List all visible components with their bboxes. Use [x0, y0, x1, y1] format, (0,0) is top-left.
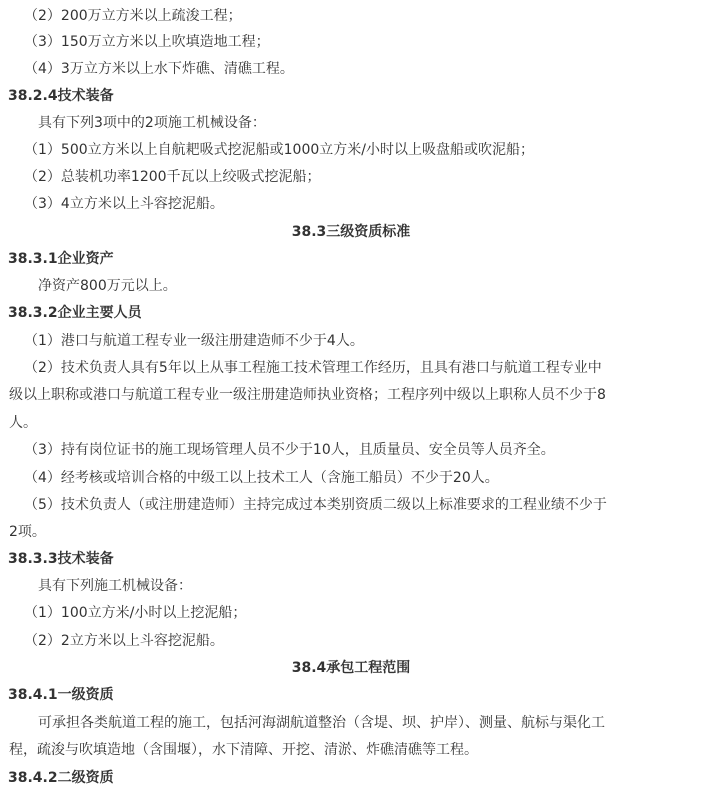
text-line: （2）200万立方米以上疏浚工程； — [24, 8, 242, 24]
text-line: 具有下列施工机械设备： — [38, 578, 192, 594]
text-line: 程，疏浚与吹填造地（含围堰），水下清障、开挖、清淤、炸礁清礁等工程。 — [9, 742, 478, 758]
text-line: （4）经考核或培训合格的中级工以上技术工人（含施工船员）不少于20人。 — [24, 470, 499, 486]
section-heading: 38.3.2企业主要人员 — [8, 305, 142, 321]
section-heading: 38.4.1一级资质 — [8, 687, 114, 703]
text-line: （3）4立方米以上斗容挖泥船。 — [24, 196, 224, 212]
text-line: 级以上职称或港口与航道工程专业一级注册建造师执业资格；工程序列中级以上职称人员不少于8 — [9, 387, 606, 403]
text-line: （2）技术负责人具有5年以上从事工程施工技术管理工作经历，且具有港口与航道工程专业中 — [24, 360, 602, 376]
text-line: （2）总装机功率1200千瓦以上绞吸式挖泥船； — [24, 169, 321, 185]
text-line: （3）持有岗位证书的施工现场管理人员不少于10人，且质量员、安全员等人员齐全。 — [24, 442, 555, 458]
text-line: 可承担各类航道工程的施工，包括河海湖航道整治（含堤、坝、护岸）、测量、航标与渠化工 — [38, 715, 605, 731]
text-line: 人。 — [9, 415, 37, 431]
text-line: （4）3万立方米以上水下炸礁、清礁工程。 — [24, 61, 294, 77]
section-heading: 38.2.4技术装备 — [8, 88, 114, 104]
section-heading: 38.3三级资质标准 — [291, 224, 411, 240]
text-line: （2）2立方米以上斗容挖泥船。 — [24, 633, 224, 649]
text-line: 具有下列3项中的2项施工机械设备： — [38, 115, 266, 131]
text-line: 净资产800万元以上。 — [38, 278, 177, 294]
text-line: 2项。 — [9, 524, 46, 540]
text-line: （1）100立方米/小时以上挖泥船； — [24, 605, 247, 621]
section-heading: 38.3.3技术装备 — [8, 551, 114, 567]
section-heading: 38.4.2二级资质 — [8, 770, 114, 786]
text-line: （3）150万立方米以上吹填造地工程； — [24, 34, 270, 50]
section-heading: 38.3.1企业资产 — [8, 251, 114, 267]
text-line: （1）港口与航道工程专业一级注册建造师不少于4人。 — [24, 333, 364, 349]
text-line: （1）500立方米以上自航耙吸式挖泥船或1000立方米/小时以上吸盘船或吹泥船； — [24, 142, 534, 158]
section-heading: 38.4承包工程范围 — [291, 660, 411, 676]
text-line: （5）技术负责人（或注册建造师）主持完成过本类别资质二级以上标准要求的工程业绩不少于 — [24, 497, 607, 513]
